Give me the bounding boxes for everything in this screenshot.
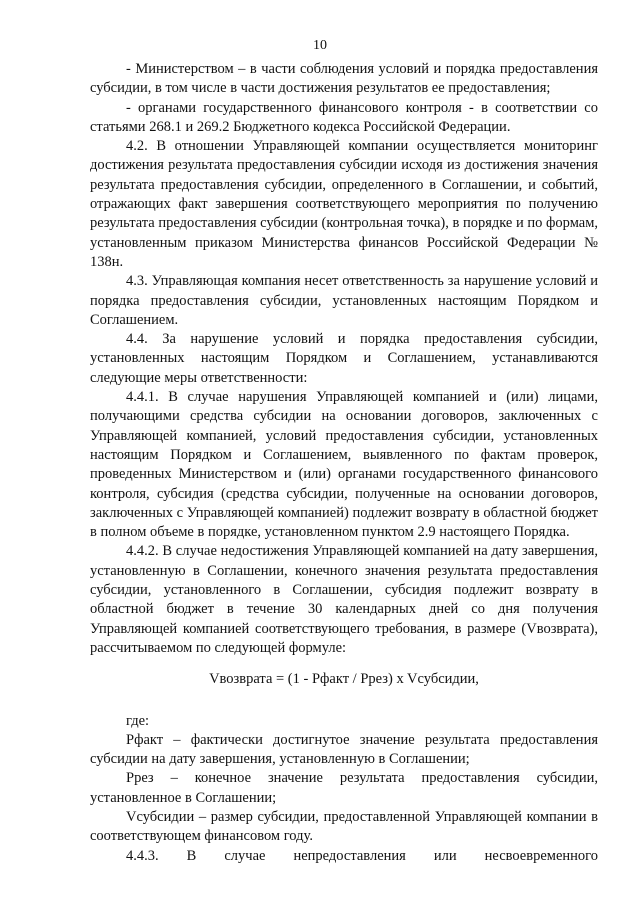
definition-v-subsidy: Vсубсидии – размер субсидии, предоставленной Управляющей компании в соответствующем финансовом году.	[90, 808, 598, 845]
paragraph-4-4-2: 4.4.2. В случае недостижения Управляющей компанией на дату завершения, установленную в Соглашении, конечного значения результата предоставления субсидии, установленного в Соглашении, субсидия подлежит возврату в областной бюджет в течение 30 календарных дней со дня получения Управляющей компанией соответствующего требования, в размере (Vвозврата), рассчитываемом по следующей формуле:	[90, 543, 598, 656]
paragraph-4-4: 4.4. За нарушение условий и порядка предоставления субсидии, установленных настоящим Порядком и Соглашением, устанавливаются следующие меры ответственности:	[90, 331, 598, 386]
definition-p-rez: Ррез – конечное значение результата предоставления субсидии, установленное в Соглашении;	[90, 770, 598, 806]
paragraph-ministry-control: - Министерством – в части соблюдения условий и порядка предоставления субсидии, в том числе в части достижения результатов ее предоставления;	[90, 61, 598, 97]
paragraph-4-4-1: 4.4.1. В случае нарушения Управляющей компанией и (или) лицами, получающими средства субсидии на основании договоров, заключенных с Управляющей компанией, условий предоставления субсидии, установленных настоящим Порядком и Соглашением, выявленного по фактам проверок, проведенных Министерством и (или) органами государственного финансового контроля, субсидия (средства субсидии, полученные на основании договоров, заключенных с Управляющей компанией) подлежит возврату в областной бюджет в полном объеме в порядке, установленном пунктом 2.9 настоящего Порядка.	[90, 389, 598, 541]
page-number: 10	[313, 38, 327, 53]
paragraph-4-2: 4.2. В отношении Управляющей компании осуществляется мониторинг достижения результата предоставления субсидии исходя из достижения значения результата предоставления субсидии, определенного в Соглашении, и событий, отражающих факт завершения соответствующего мероприятия по получению результата предоставления субсидии (контрольная точка), в порядке и по формам, установленным приказом Министерства финансов Российской Федерации № 138н.	[90, 138, 599, 270]
document-body	[90, 60, 598, 866]
definition-p-fact: Рфакт – фактически достигнутое значение результата предоставления субсидии на дату завершения, установленную в Соглашении;	[90, 731, 598, 768]
definition-where: где:	[126, 712, 150, 729]
paragraph-4-4-3: 4.4.3. В случае непредоставления или несвоевременного	[126, 847, 598, 864]
refund-formula: Vвозврата = (1 - Рфакт / Ррез) x Vсубсидии,	[209, 671, 479, 688]
paragraph-4-3: 4.3. Управляющая компания несет ответственность за нарушение условий и порядка предоставления субсидии, установленных настоящим Порядком и Соглашением.	[90, 273, 598, 328]
paragraph-financial-control: - органами государственного финансового контроля - в соответствии со статьями 268.1 и 269.2 Бюджетного кодекса Российской Федерации.	[90, 99, 598, 135]
